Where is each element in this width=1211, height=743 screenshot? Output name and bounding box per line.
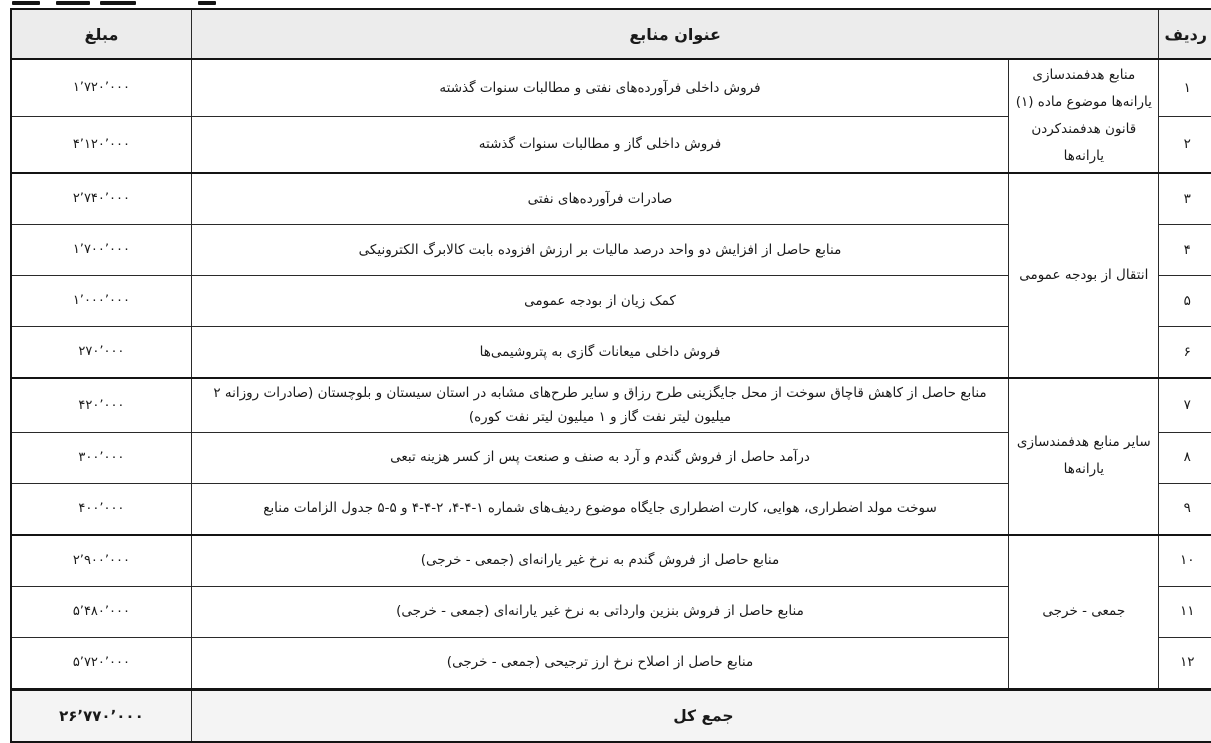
row-number: ۲	[1159, 116, 1211, 173]
row-number: ۶	[1159, 327, 1211, 379]
amount-cell: ۳۰۰٬۰۰۰	[11, 432, 191, 483]
resource-title-cell: منابع حاصل از اصلاح نرخ ارز ترجیحی (جمعی - خرجی)	[191, 637, 1008, 689]
amount-cell: ۴۲۰٬۰۰۰	[11, 378, 191, 432]
header-source-title: عنوان منابع	[191, 9, 1159, 59]
row-number: ۱	[1159, 59, 1211, 116]
table-body	[11, 59, 1211, 689]
clipped-title-fragment	[10, 0, 240, 6]
resource-title-cell: فروش داخلی فرآورده‌های نفتی و مطالبات سنوات گذشته	[191, 59, 1008, 116]
resource-title-cell: درآمد حاصل از فروش گندم و آرد به صنف و صنعت پس از کسر هزینه تبعی	[191, 432, 1008, 483]
row-number: ۵	[1159, 276, 1211, 327]
resource-title-cell: منابع حاصل از کاهش قاچاق سوخت از محل جایگزینی طرح رزاق و سایر طرح‌های مشابه در استان سیستان و بلوچستان (صادرات روزانه ۲ میلیون لیتر نفت گاز و ۱ میلیون لیتر نفت کوره)	[191, 378, 1008, 432]
table-row	[11, 535, 1211, 587]
resource-title-cell: صادرات فرآورده‌های نفتی	[191, 173, 1008, 225]
amount-cell: ۱٬۷۲۰٬۰۰۰	[11, 59, 191, 116]
amount-cell: ۲٬۷۴۰٬۰۰۰	[11, 173, 191, 225]
amount-cell: ۵٬۴۸۰٬۰۰۰	[11, 586, 191, 637]
resource-title-cell: منابع حاصل از فروش گندم به نرخ غیر یارانه‌ای (جمعی - خرجی)	[191, 535, 1008, 587]
total-amount: ۲۶٬۷۷۰٬۰۰۰	[11, 689, 191, 742]
resource-title-cell: فروش داخلی گاز و مطالبات سنوات گذشته	[191, 116, 1008, 173]
amount-cell: ۱٬۰۰۰٬۰۰۰	[11, 276, 191, 327]
row-number: ۱۰	[1159, 535, 1211, 587]
table-footer	[11, 689, 1211, 742]
header-row-number: ردیف	[1159, 9, 1211, 59]
group-cell-general-budget-transfer: انتقال از بودجه عمومی	[1009, 173, 1159, 378]
row-number: ۳	[1159, 173, 1211, 225]
resource-title-cell: سوخت مولد اضطراری، هوایی، کارت اضطراری جایگاه موضوع ردیف‌های شماره ۱-۴-۴، ۲-۴-۴ و ۵-۵ جدول الزامات منابع	[191, 483, 1008, 535]
table-row	[11, 59, 1211, 116]
total-row	[11, 689, 1211, 742]
resource-title-cell: منابع حاصل از افزایش دو واحد درصد مالیات بر ارزش افزوده بابت کالابرگ الکترونیکی	[191, 225, 1008, 276]
row-number: ۷	[1159, 378, 1211, 432]
group-cell-targeted-subsidy-resources: منابع هدفمندسازی یارانه‌ها موضوع ماده (۱) قانون هدفمندکردن یارانه‌ها	[1009, 59, 1159, 173]
amount-cell: ۲۷۰٬۰۰۰	[11, 327, 191, 379]
header-row	[11, 9, 1211, 59]
table-row	[11, 173, 1211, 225]
row-number: ۴	[1159, 225, 1211, 276]
row-number: ۱۲	[1159, 637, 1211, 689]
table-row	[11, 378, 1211, 432]
amount-cell: ۴٬۱۲۰٬۰۰۰	[11, 116, 191, 173]
budget-resources-table	[10, 8, 1211, 743]
row-number: ۹	[1159, 483, 1211, 535]
resource-title-cell: کمک زیان از بودجه عمومی	[191, 276, 1008, 327]
group-cell-other-subsidy-resources: سایر منابع هدفمندسازی یارانه‌ها	[1009, 378, 1159, 535]
amount-cell: ۵٬۷۲۰٬۰۰۰	[11, 637, 191, 689]
amount-cell: ۴۰۰٬۰۰۰	[11, 483, 191, 535]
resource-title-cell: منابع حاصل از فروش بنزین وارداتی به نرخ غیر یارانه‌ای (جمعی - خرجی)	[191, 586, 1008, 637]
amount-cell: ۱٬۷۰۰٬۰۰۰	[11, 225, 191, 276]
amount-cell: ۲٬۹۰۰٬۰۰۰	[11, 535, 191, 587]
header-amount: مبلغ	[11, 9, 191, 59]
table-header	[11, 9, 1211, 59]
total-label: جمع کل	[191, 689, 1211, 742]
group-cell-collective-expenditure: جمعی - خرجی	[1009, 535, 1159, 690]
row-number: ۸	[1159, 432, 1211, 483]
row-number: ۱۱	[1159, 586, 1211, 637]
resource-title-cell: فروش داخلی میعانات گازی به پتروشیمی‌ها	[191, 327, 1008, 379]
